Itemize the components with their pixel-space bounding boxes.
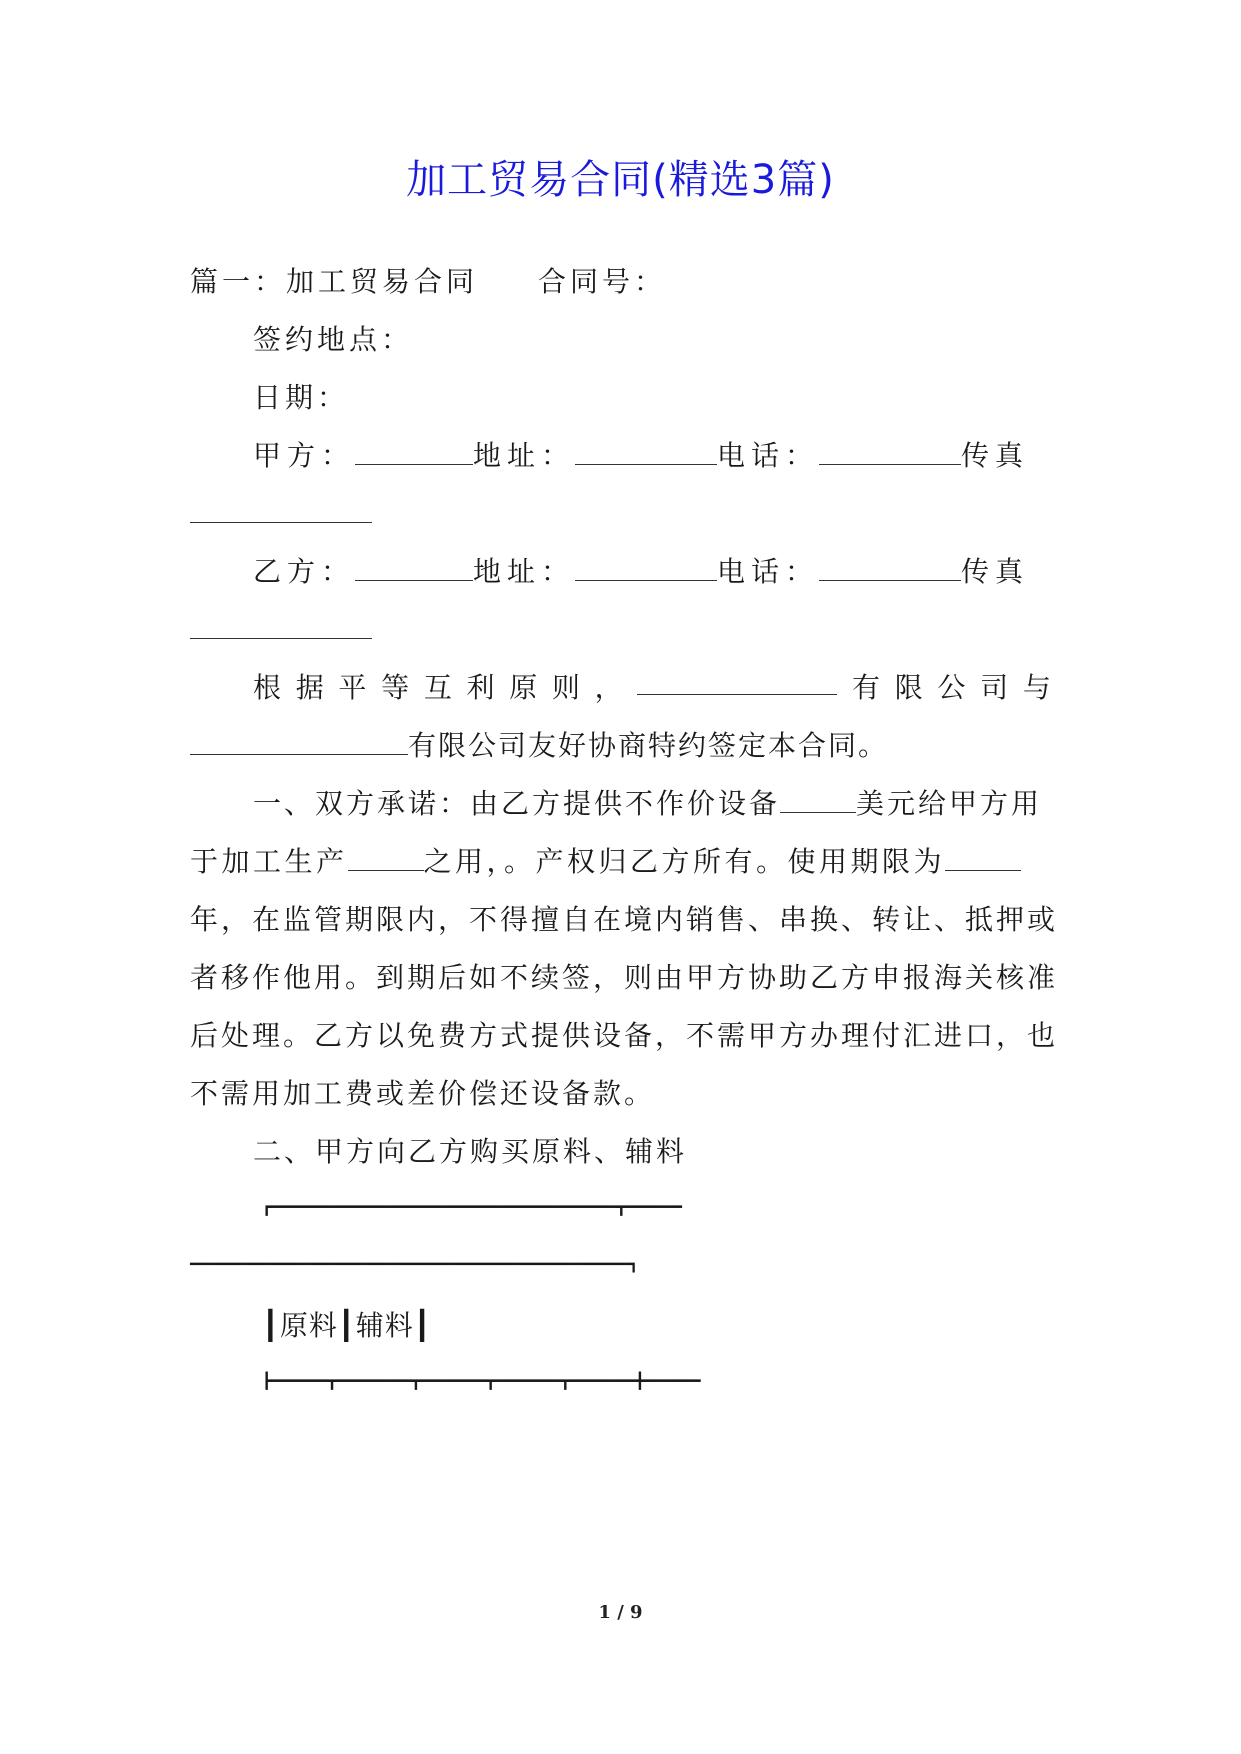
page-title: 加工贸易合同(精选3篇): [406, 157, 835, 203]
contract-number-label: 合同号：: [538, 265, 667, 298]
party-b-fax-label: 传真: [961, 555, 1030, 588]
part-heading-line: [190, 262, 666, 302]
clause1-text: 一、双方承诺：由乙方提供不作价设备: [253, 787, 781, 820]
intro-char: 互: [423, 671, 452, 704]
party-b-phone-label: 电话：: [717, 555, 820, 588]
intro-line-2-text: 有限公司友好协商特约签定本合同。: [408, 729, 889, 762]
clause1-text: 于加工生产: [190, 845, 348, 878]
intro-char: 等: [381, 671, 410, 704]
intro-char: 公: [937, 671, 966, 704]
party-a-address-label: 地址：: [473, 439, 576, 472]
intro-char: 根: [253, 671, 282, 704]
table-border-middle: ┣━━━━━━┳━━━━━━━━┳━━━━━━━┳━━━━━━━┳━━━━━━━╋━━━━━━: [262, 1372, 701, 1390]
clause1-line-4: 者移作他用。到期后如不续签，则由甲方协助乙方申报海关核准: [190, 961, 1059, 994]
intro-char: 据: [295, 671, 324, 704]
party-b-phone-blank: [819, 554, 961, 581]
party-b-fax-line: [190, 610, 372, 650]
intro-char: ，: [594, 671, 623, 704]
intro-char: 则: [551, 671, 580, 704]
party-a-address-blank: [575, 438, 717, 465]
clause1-line-1: [253, 784, 1042, 824]
party-b-fax-blank: [190, 612, 372, 639]
part-heading: 篇一：加工贸易合同: [190, 265, 479, 298]
table-border-top: ┏━━━━━━━━━━━━━━━━━━━━━━━━━━━━━━━━━━━━━┳━━━━━━: [262, 1198, 682, 1216]
party-b-blank: [355, 554, 473, 581]
party-b-address-label: 地址：: [473, 555, 576, 588]
term-blank: [945, 844, 1021, 871]
intro-char: 限: [894, 671, 923, 704]
company-b-blank: [190, 728, 408, 755]
party-b-address-blank: [575, 554, 717, 581]
party-b-label: 乙方：: [253, 555, 356, 588]
sign-place-label: 签约地点：: [253, 323, 414, 356]
company-a-blank: [637, 668, 837, 695]
intro-char: 有: [852, 671, 881, 704]
page-number: 1 / 9: [598, 1602, 643, 1623]
intro-char: 与: [1022, 671, 1051, 704]
party-a-fax-blank: [190, 496, 372, 523]
table-border-top-continued: ━━━━━━━━━━━━━━━━━━━━━━━━━━━━━━━━━━━━━━━━━━━━━━━━━━┓: [190, 1256, 639, 1273]
intro-char: 利: [466, 671, 495, 704]
clause1-text: 美元给甲方用: [856, 787, 1043, 820]
party-a-line: [253, 436, 1029, 476]
party-b-line: [253, 552, 1029, 592]
intro-line-2: [190, 726, 888, 766]
table-header-row: ┃原料┃辅料┃: [262, 1309, 432, 1342]
party-a-phone-blank: [819, 438, 961, 465]
equipment-value-blank: [780, 786, 856, 813]
party-a-phone-label: 电话：: [717, 439, 820, 472]
clause1-line-2: [190, 842, 1021, 882]
intro-line-1: [253, 668, 1051, 708]
clause1-line-6: 不需用加工费或差价偿还设备款。: [190, 1077, 656, 1110]
party-a-blank: [355, 438, 473, 465]
date-label: 日期：: [253, 381, 350, 414]
production-blank: [348, 844, 424, 871]
party-a-fax-label: 传真: [961, 439, 1030, 472]
clause2-title: 二、甲方向乙方购买原料、辅料: [253, 1135, 688, 1168]
clause1-line-3: 年，在监管期限内，不得擅自在境内销售、串换、转让、抵押或: [190, 903, 1059, 936]
intro-char: 司: [980, 671, 1009, 704]
party-a-label: 甲方：: [253, 439, 356, 472]
clause1-line-5: 后处理。乙方以免费方式提供设备，不需甲方办理付汇进口，也: [190, 1019, 1059, 1052]
clause1-text: 之用，。产权归乙方所有。使用期限为: [423, 845, 946, 878]
party-a-fax-line: [190, 494, 372, 534]
intro-char: 平: [338, 671, 367, 704]
intro-char: 原: [509, 671, 538, 704]
